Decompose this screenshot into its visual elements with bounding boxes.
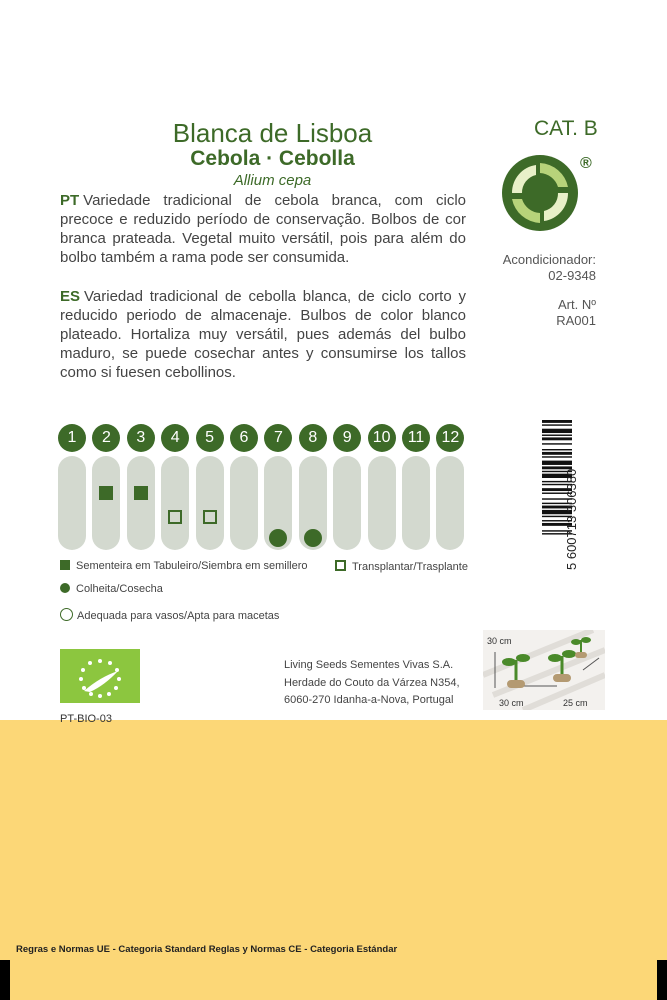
- month-number: 6: [230, 424, 258, 452]
- description-pt: [60, 191, 466, 267]
- acondicionador-label: Acondicionador:: [502, 252, 596, 267]
- article-label: Art. Nº: [558, 297, 596, 312]
- company-address-2: 6060-270 Idanha-a-Nova, Portugal: [284, 694, 454, 706]
- month-bar: [161, 456, 189, 550]
- description-es: [60, 287, 466, 382]
- month-number: 1: [58, 424, 86, 452]
- month-bar: [402, 456, 430, 550]
- barcode-digits-text: 5 600713 306380: [564, 468, 579, 570]
- category-label: CAT. B: [534, 117, 598, 140]
- month-number: 2: [92, 424, 120, 452]
- month-bar: [92, 456, 120, 550]
- sowing-square-icon: [60, 560, 70, 570]
- spacing-height-label: 30 cm: [487, 636, 512, 646]
- legend-transplant-text: Transplantar/Trasplante: [352, 561, 468, 573]
- edge-mark-left: [0, 960, 10, 1000]
- transplant-square-icon: [335, 560, 346, 571]
- harvest-dot-icon: [60, 583, 70, 593]
- description-text-pt: Variedade tradicional de cebola branca, com ciclo precoce e reduzido período de conservação. Bolbos de cor branca prateada. Vegetal muito versátil, pois para além do bolbo também a rama pode ser consumida.: [60, 192, 466, 266]
- month-number: 9: [333, 424, 361, 452]
- article-value: RA001: [556, 313, 596, 328]
- product-subtitle: Cebola · Cebolla: [190, 147, 355, 170]
- month-number: 8: [299, 424, 327, 452]
- month-bar: [368, 456, 396, 550]
- eu-organic-logo: [60, 649, 140, 703]
- product-title: Blanca de Lisboa: [172, 118, 373, 148]
- latin-name: Allium cepa: [233, 172, 312, 189]
- green-dot-logo: [500, 153, 580, 233]
- company-name: Living Seeds Sementes Vivas S.A.: [284, 659, 454, 671]
- edge-mark-right: [657, 960, 667, 1000]
- month-number: 10: [368, 424, 396, 452]
- legend-sowing: [60, 560, 308, 572]
- month-bar: [333, 456, 361, 550]
- spacing-plants-label: 30 cm: [499, 698, 524, 708]
- legend-transplant: [335, 560, 468, 573]
- acondicionador-value: 02-9348: [548, 268, 596, 283]
- legend-harvest-text: Colheita/Cosecha: [76, 583, 163, 595]
- month-number: 11: [402, 424, 430, 452]
- month-number: 4: [161, 424, 189, 452]
- legend-harvest: [60, 583, 163, 595]
- legend-pots: [60, 608, 279, 622]
- description-text-es: Variedad tradicional de cebolla blanca, de ciclo corto y reducido periodo de almacenaje. Bulbos de color blanco plateado. Hortaliza muy versátil, pues además del bulbo maduro, se puede cosechar antes y consumirse los tallos como si fuesen cebollinos.: [60, 288, 466, 381]
- sowing-marker: [134, 486, 148, 500]
- company-address-1: Herdade do Couto da Várzea N354,: [284, 677, 460, 689]
- month-number: 3: [127, 424, 155, 452]
- plant-spacing-diagram: [483, 630, 605, 710]
- barcode-digits: [562, 420, 582, 572]
- lang-code-pt: PT: [60, 192, 80, 209]
- sowing-calendar: [58, 424, 468, 554]
- month-bar: [436, 456, 464, 550]
- month-bar: [196, 456, 224, 550]
- month-bar: [230, 456, 258, 550]
- month-number: 5: [196, 424, 224, 452]
- sowing-marker: [99, 486, 113, 500]
- month-number: 7: [264, 424, 292, 452]
- spacing-rows-label: 25 cm: [563, 698, 588, 708]
- flap-panel: [0, 720, 667, 1000]
- month-bar: [58, 456, 86, 550]
- lang-code-es: ES: [60, 288, 81, 305]
- registered-mark: ®: [580, 155, 592, 172]
- month-number: 12: [436, 424, 464, 452]
- organic-code: PT-BIO-03: [60, 713, 112, 725]
- transplant-marker: [203, 510, 217, 524]
- legend-pots-text: Adequada para vasos/Apta para macetas: [77, 610, 280, 622]
- legend-sowing-text: Sementeira em Tabuleiro/Siembra em semillero: [76, 560, 308, 572]
- harvest-marker: [304, 529, 322, 547]
- pot-icon: [60, 608, 73, 621]
- month-bar: [127, 456, 155, 550]
- footer-regulations: Regras e Normas UE - Categoria Standard Reglas y Normas CE - Categoria Estándar: [16, 944, 398, 955]
- transplant-marker: [168, 510, 182, 524]
